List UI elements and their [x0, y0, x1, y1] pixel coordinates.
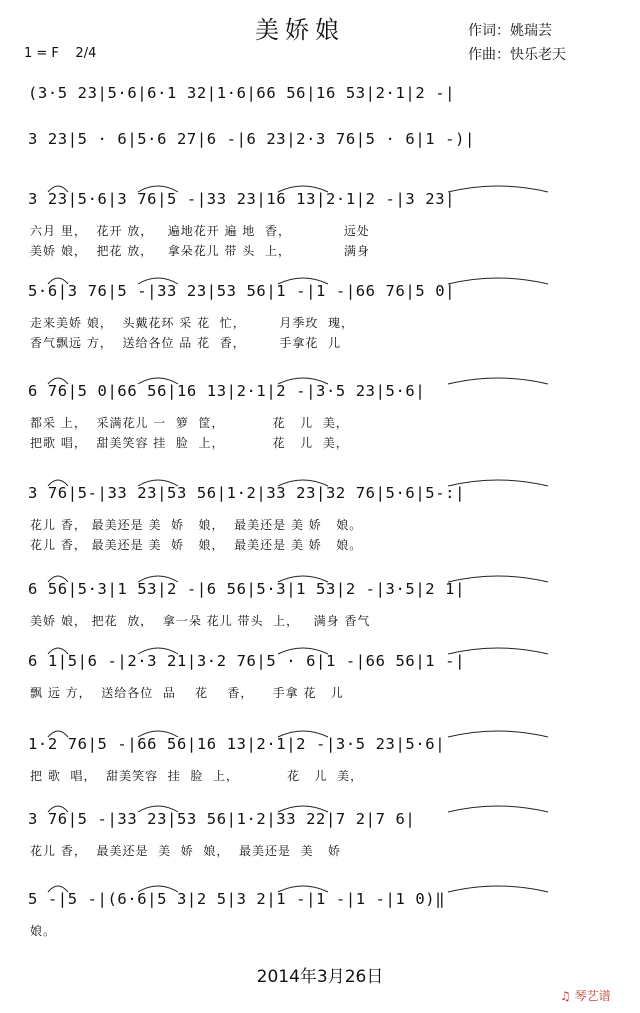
song-title: 美娇娘	[255, 16, 345, 44]
key-and-time-signature: 1 = F 2/4	[24, 46, 97, 61]
slur-arc	[448, 378, 548, 384]
slur-arc	[48, 576, 68, 582]
lyric-line-1: 美娇 娘， 把花 放， 拿一朵 花儿 带头 上， 满身 香气	[30, 614, 371, 628]
slur-arc	[448, 731, 548, 737]
slur-marks	[28, 570, 618, 584]
slur-arc	[448, 278, 548, 284]
slur-arc	[278, 278, 328, 284]
slur-marks	[28, 372, 618, 386]
slur-marks	[28, 120, 618, 134]
date: 2014年3月26日	[256, 967, 384, 987]
slur-arc	[448, 886, 548, 892]
slur-arc	[48, 278, 68, 284]
lyric-line-1: 都采 上， 采满花儿 一 箩 筐， 花 儿 美，	[30, 416, 349, 430]
slur-arc	[138, 278, 178, 284]
notation-line: 5 -|5 -|(6·6|5 3|2 5|3 2|1 -|1 -|1 -|1 0)‖	[28, 890, 446, 908]
lyric-line-2: 香气飘远 方， 送给各位 品 花 香， 手拿花 儿	[30, 336, 342, 350]
slur-marks	[28, 180, 618, 194]
slur-marks	[28, 74, 618, 88]
lyric-line-2: 美娇 娘， 把花 放， 拿朵花儿 带 头 上， 满身	[30, 244, 370, 258]
notation-line: 3 76|5-|33 23|53 56|1·2|33 23|32 76|5·6|5-:|	[28, 484, 465, 502]
slur-arc	[448, 648, 548, 654]
slur-arc	[448, 480, 548, 486]
slur-arc	[448, 186, 548, 192]
slur-arc	[448, 576, 548, 582]
slur-arc	[138, 731, 178, 737]
slur-arc	[448, 806, 548, 812]
lyric-line-1: 飘 远 方， 送给各位 品 花 香， 手拿 花 儿	[30, 686, 344, 700]
site-logo: ♫ 琴艺谱	[560, 989, 611, 1003]
lyric-line-1: 走来美娇 娘， 头戴花环 采 花 忙， 月季玫 瑰，	[30, 316, 355, 330]
notation-line: 6 76|5 0|66 56|16 13|2·1|2 -|3·5 23|5·6|	[28, 382, 426, 400]
slur-marks	[28, 272, 618, 286]
slur-arc	[48, 886, 68, 892]
slur-arc	[48, 648, 68, 654]
slur-marks	[28, 800, 618, 814]
lyric-line-1: 花儿 香， 最美还是 美 娇 娘， 最美还是 美 娇	[30, 844, 342, 858]
lyric-line-1: 娘。	[30, 924, 57, 938]
notation-line: 6 1|5|6 -|2·3 21|3·2 76|5 · 6|1 -|66 56|1 -|	[28, 652, 465, 670]
slur-arc	[138, 806, 178, 812]
slur-arc	[278, 731, 328, 737]
notation-line: 1·2 76|5 -|66 56|16 13|2·1|2 -|3·5 23|5·6|	[28, 735, 446, 753]
slur-arc	[278, 186, 328, 192]
logo-icon: ♫	[560, 989, 571, 1003]
lyric-line-1: 六月 里， 花开 放， 遍地花开 遍 地 香， 远处	[30, 224, 370, 238]
lyric-line-2: 把歌 唱， 甜美笑容 挂 脸 上， 花 儿 美，	[30, 436, 349, 450]
composer-credit: 作曲：快乐老天	[468, 47, 566, 63]
slur-arc	[48, 731, 68, 737]
slur-arc	[278, 806, 328, 812]
slur-arc	[278, 378, 328, 384]
notation-line: 3 76|5 -|33 23|53 56|1·2|33 22|7 2|7 6|	[28, 810, 416, 828]
slur-marks	[28, 880, 618, 894]
slur-marks	[28, 725, 618, 739]
notation-line: (3·5 23|5·6|6·1 32|1·6|66 56|16 53|2·1|2 -|	[28, 84, 456, 102]
slur-arc	[278, 576, 328, 582]
notation-line: 5·6|3 76|5 -|33 23|53 56|1 -|1 -|66 76|5 0|	[28, 282, 456, 300]
slur-arc	[278, 886, 328, 892]
slur-arc	[138, 648, 178, 654]
slur-marks	[28, 642, 618, 656]
slur-arc	[138, 378, 178, 384]
slur-arc	[138, 186, 178, 192]
slur-arc	[48, 378, 68, 384]
slur-arc	[48, 186, 68, 192]
slur-arc	[278, 648, 328, 654]
lyric-line-2: 花儿 香， 最美还是 美 娇 娘， 最美还是 美 娇 娘。	[30, 538, 363, 552]
notation-line: 3 23|5·6|3 76|5 -|33 23|16 13|2·1|2 -|3 23|	[28, 190, 456, 208]
slur-arc	[138, 886, 178, 892]
notation-line: 6 56|5·3|1 53|2 -|6 56|5·3|1 53|2 -|3·5|2 1|	[28, 580, 465, 598]
lyric-line-1: 把 歌 唱， 甜美笑容 挂 脸 上， 花 儿 美，	[30, 769, 364, 783]
notation-line: 3 23|5 · 6|5·6 27|6 -|6 23|2·3 76|5 · 6|1 -)|	[28, 130, 475, 148]
lyric-line-1: 花儿 香， 最美还是 美 娇 娘， 最美还是 美 娇 娘。	[30, 518, 363, 532]
slur-marks	[28, 474, 618, 488]
slur-arc	[48, 480, 68, 486]
lyricist-credit: 作词：姚瑞芸	[468, 23, 552, 39]
slur-arc	[48, 806, 68, 812]
slur-arc	[138, 480, 178, 486]
slur-arc	[138, 576, 178, 582]
slur-arc	[278, 480, 328, 486]
